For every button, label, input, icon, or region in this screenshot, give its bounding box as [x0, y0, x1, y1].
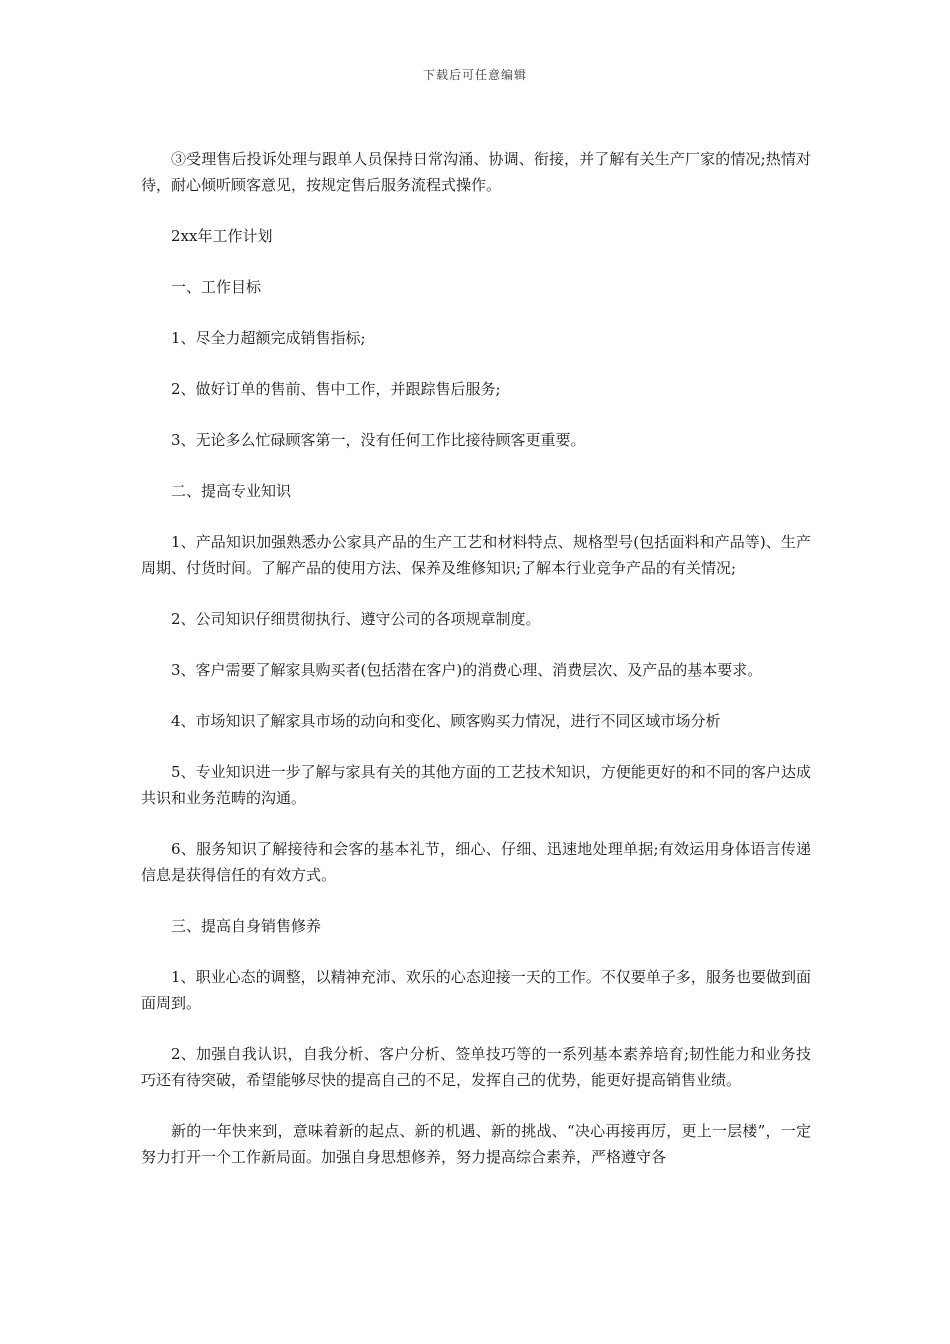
knowledge-item-3: 3、客户需要了解家具购买者(包括潜在客户)的消费心理、消费层次、及产品的基本要求。 [171, 661, 763, 679]
heading-work-goals: 一、工作目标 [171, 278, 262, 296]
self-improvement-item-2: 2、加强自我认识，自我分析、客户分析、签单技巧等的一系列基本素养培育;韧性能力和业务技巧还有待突破，希望能够尽快的提高自己的不足，发挥自己的优势，能更好提高销售业绩。 [141, 1045, 811, 1089]
paragraph-new-year: 新的一年快来到，意味着新的起点、新的机遇、新的挑战、“决心再接再厉，更上一层楼”，一定努力打开一个工作新局面。加强自身思想修养，努力提高综合素养，严格遵守各 [141, 1122, 811, 1166]
knowledge-item-6: 6、服务知识了解接待和会客的基本礼节，细心、仔细、迅速地处理单据;有效运用身体语言传递信息是获得信任的有效方式。 [141, 840, 811, 884]
goal-item-2: 2、做好订单的售前、售中工作，并跟踪售后服务; [171, 380, 501, 398]
goal-item-3: 3、无论多么忙碌顾客第一，没有任何工作比接待顾客更重要。 [171, 431, 586, 449]
goal-item-1: 1、尽全力超额完成销售指标; [171, 329, 366, 347]
heading-self-improvement: 三、提高自身销售修养 [171, 917, 322, 935]
knowledge-item-4: 4、市场知识了解家具市场的动向和变化、顾客购买力情况，进行不同区域市场分析 [171, 712, 721, 730]
knowledge-item-1: 1、产品知识加强熟悉办公家具产品的生产工艺和材料特点、规格型号(包括面料和产品等)、生产周期、付货时间。了解产品的使用方法、保养及维修知识;了解本行业竞争产品的有关情况; [141, 533, 811, 577]
knowledge-item-5: 5、专业知识进一步了解与家具有关的其他方面的工艺技术知识，方便能更好的和不同的客户达成共识和业务范畴的沟通。 [141, 763, 811, 807]
knowledge-item-2: 2、公司知识仔细贯彻执行、遵守公司的各项规章制度。 [171, 610, 541, 628]
section-title-work-plan: 2xx年工作计划 [171, 227, 273, 245]
paragraph-after-sales-complaints: ③受理售后投诉处理与跟单人员保持日常沟涌、协调、衔接，并了解有关生产厂家的情况;热情对待，耐心倾听顾客意见，按规定售后服务流程式操作。 [141, 150, 811, 194]
heading-professional-knowledge: 二、提高专业知识 [171, 482, 292, 500]
document-body [141, 146, 811, 1195]
self-improvement-item-1: 1、职业心态的调整，以精神充沛、欢乐的心态迎接一天的工作。不仅要单子多，服务也要做到面面周到。 [141, 968, 811, 1012]
page-header: 下载后可任意编辑 [422, 68, 527, 82]
